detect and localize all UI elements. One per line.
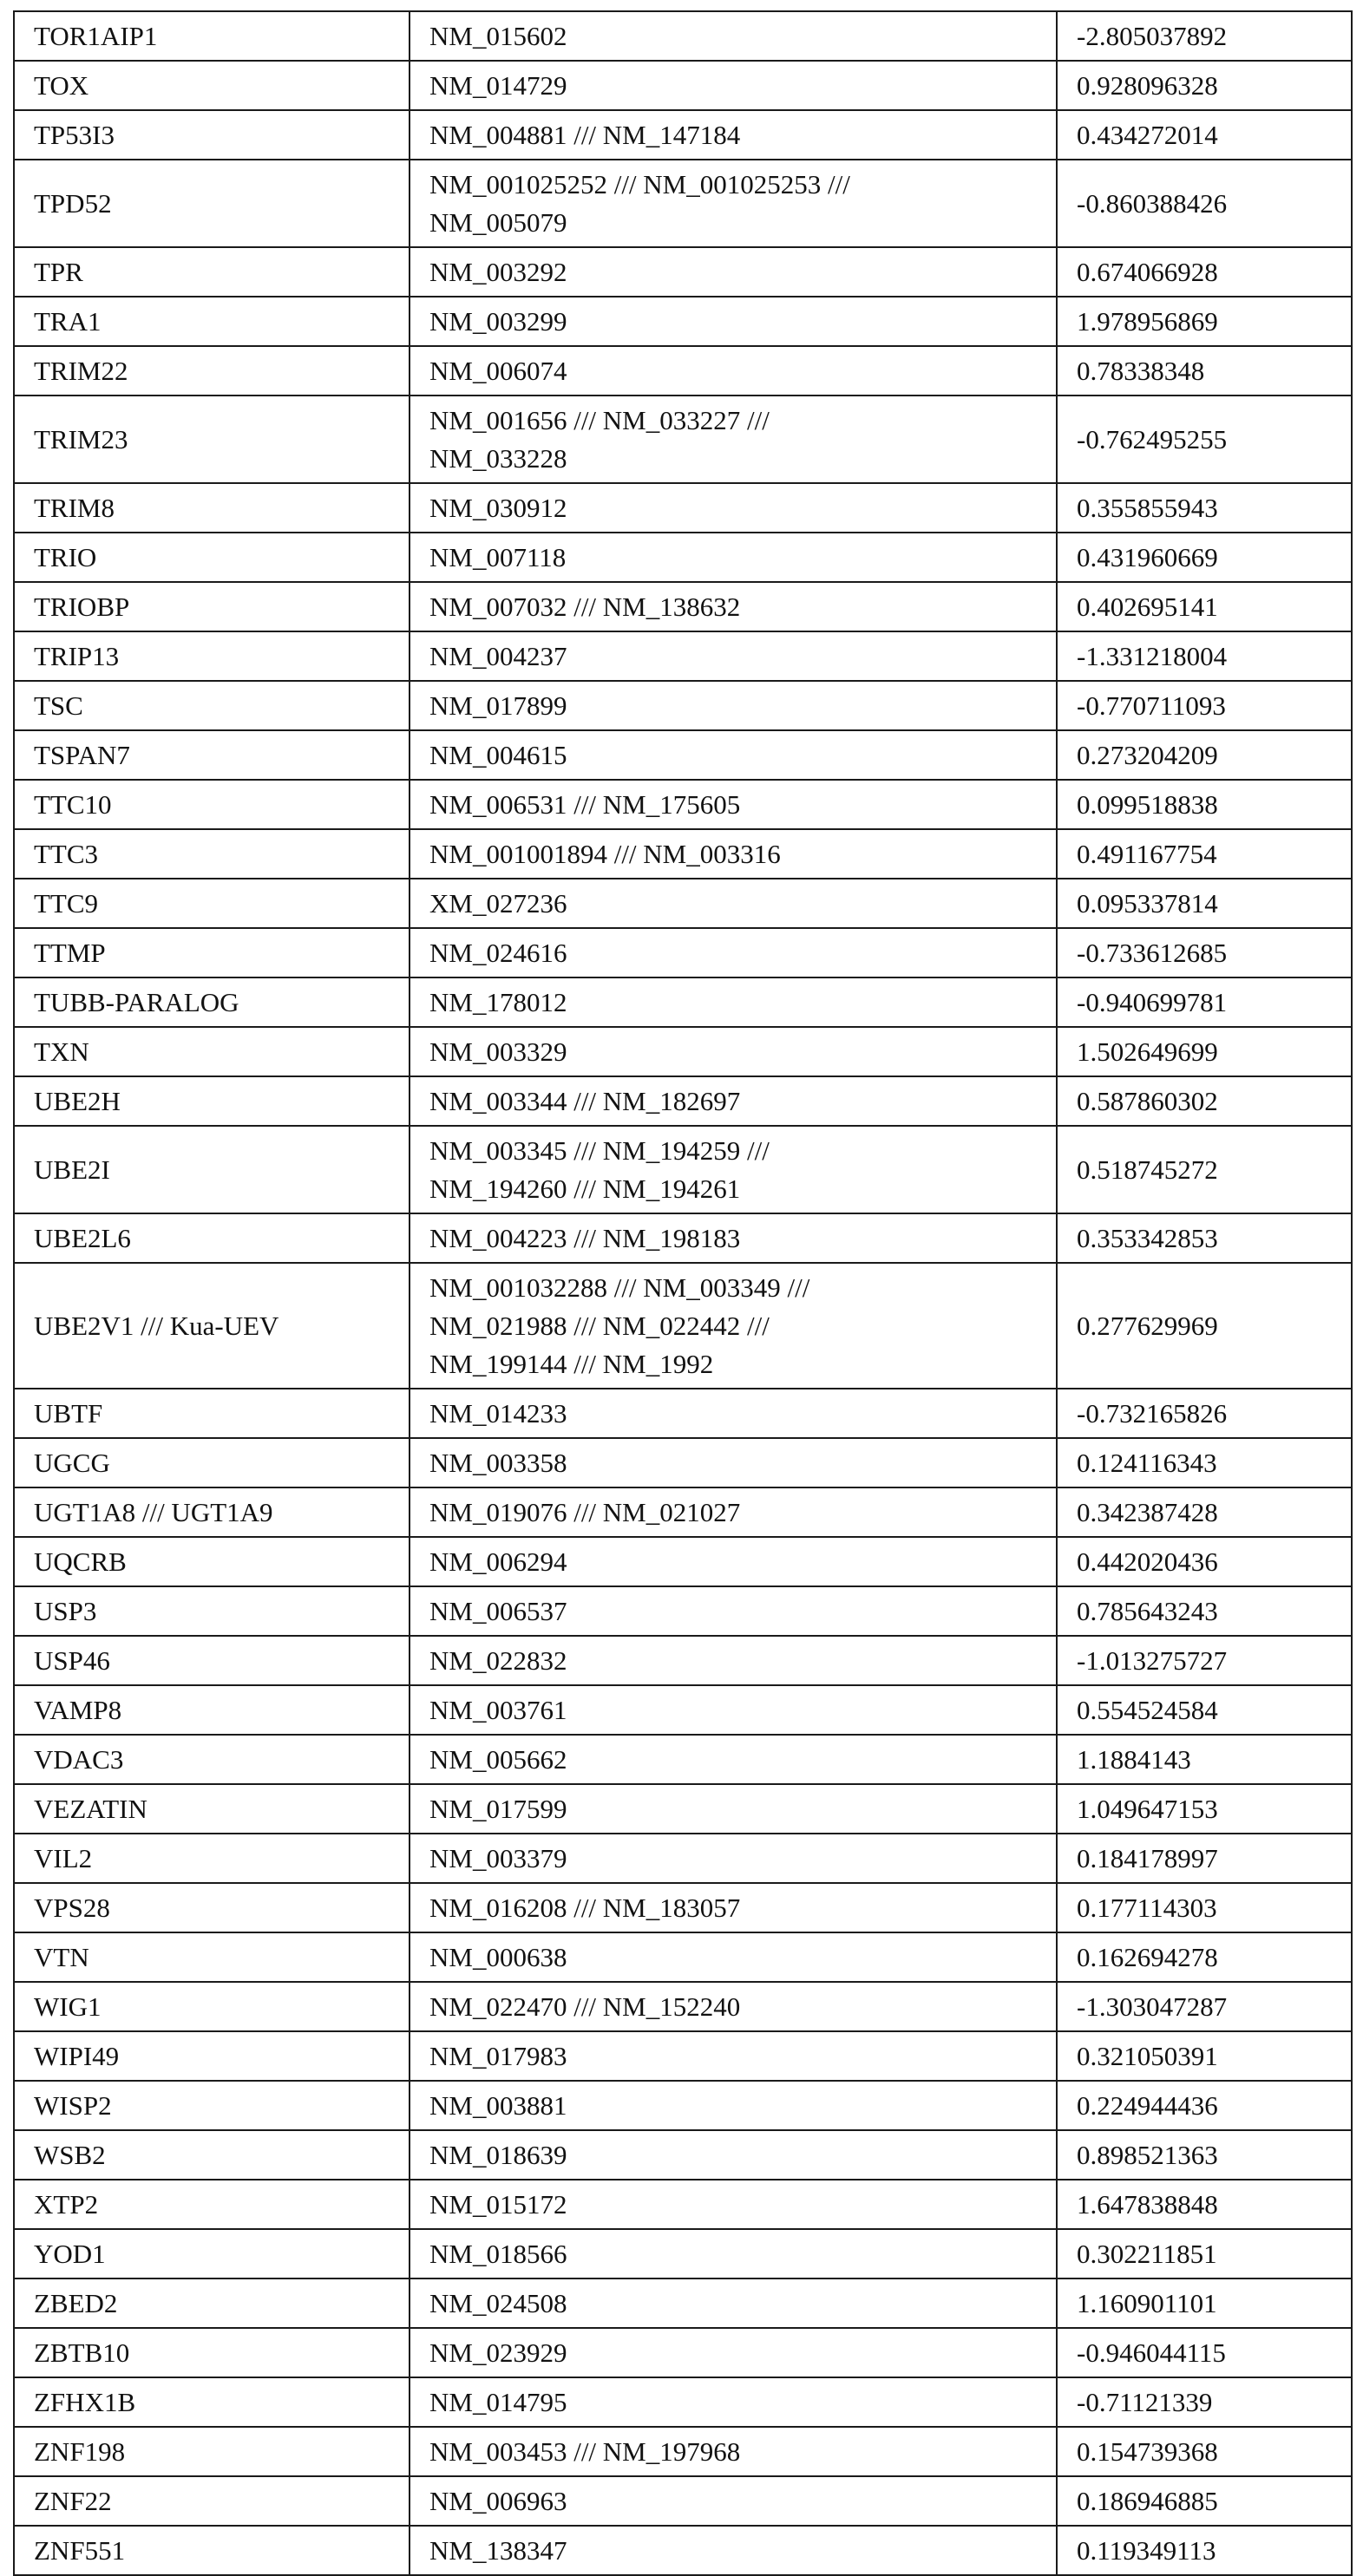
table-row: [14, 2229, 1352, 2279]
gene-symbol-cell: UBE2H: [14, 1076, 410, 1126]
accession-line: NM_014795: [429, 2383, 1056, 2422]
accession-cell: [410, 160, 1057, 247]
gene-symbol-cell: TOR1AIP1: [14, 11, 410, 61]
gene-symbol-cell: VDAC3: [14, 1735, 410, 1784]
table-row: [14, 1389, 1352, 1438]
accession-cell: [410, 2031, 1057, 2081]
value-cell: 1.502649699: [1057, 1027, 1352, 1076]
gene-symbol-cell: TOX: [14, 61, 410, 110]
gene-symbol-cell: TRIO: [14, 533, 410, 582]
value-cell: 0.355855943: [1057, 483, 1352, 533]
accession-cell: [410, 681, 1057, 730]
gene-symbol-cell: ZNF198: [14, 2427, 410, 2476]
table-row: [14, 11, 1352, 61]
accession-cell: [410, 977, 1057, 1027]
accession-line: NM_003358: [429, 1444, 1056, 1482]
accession-cell: [410, 780, 1057, 829]
table-row: [14, 533, 1352, 582]
value-cell: 0.434272014: [1057, 110, 1352, 160]
gene-symbol-cell: VAMP8: [14, 1685, 410, 1735]
value-cell: 1.049647153: [1057, 1784, 1352, 1834]
accession-cell: [410, 879, 1057, 928]
gene-symbol-cell: ZNF22: [14, 2476, 410, 2526]
value-cell: 0.184178997: [1057, 1834, 1352, 1883]
table-row: [14, 1586, 1352, 1636]
accession-cell: [410, 2279, 1057, 2328]
accession-cell: [410, 1487, 1057, 1537]
table-row: [14, 483, 1352, 533]
accession-cell: [410, 928, 1057, 977]
gene-symbol-cell: TSC: [14, 681, 410, 730]
accession-cell: [410, 1389, 1057, 1438]
gene-expression-table: [13, 10, 1353, 2576]
accession-cell: [410, 2427, 1057, 2476]
gene-symbol-cell: XTP2: [14, 2180, 410, 2229]
accession-cell: [410, 1784, 1057, 1834]
gene-table-page: [13, 10, 1351, 2576]
table-row: [14, 1834, 1352, 1883]
accession-cell: [410, 2377, 1057, 2427]
accession-line: NM_004881 /// NM_147184: [429, 116, 1056, 154]
table-row: [14, 879, 1352, 928]
accession-line: NM_001025252 /// NM_001025253 ///: [429, 166, 1056, 204]
value-cell: 0.302211851: [1057, 2229, 1352, 2279]
gene-symbol-cell: TTC9: [14, 879, 410, 928]
value-cell: -0.940699781: [1057, 977, 1352, 1027]
accession-line: NM_023929: [429, 2334, 1056, 2372]
accession-cell: [410, 396, 1057, 483]
accession-line: NM_001656 /// NM_033227 ///: [429, 402, 1056, 440]
table-row: [14, 2526, 1352, 2575]
value-cell: 0.587860302: [1057, 1076, 1352, 1126]
accession-cell: [410, 1126, 1057, 1213]
accession-line: NM_033228: [429, 440, 1056, 478]
accession-cell: [410, 1076, 1057, 1126]
accession-cell: [410, 247, 1057, 297]
table-row: [14, 160, 1352, 247]
accession-line: NM_017899: [429, 687, 1056, 725]
accession-line: NM_003344 /// NM_182697: [429, 1082, 1056, 1121]
gene-symbol-cell: TTMP: [14, 928, 410, 977]
value-cell: -0.762495255: [1057, 396, 1352, 483]
gene-symbol-cell: WSB2: [14, 2130, 410, 2180]
accession-line: NM_003299: [429, 303, 1056, 341]
accession-cell: [410, 2526, 1057, 2575]
accession-line: NM_007032 /// NM_138632: [429, 588, 1056, 626]
value-cell: 0.353342853: [1057, 1213, 1352, 1263]
accession-cell: [410, 1932, 1057, 1982]
accession-cell: [410, 483, 1057, 533]
gene-symbol-cell: WIPI49: [14, 2031, 410, 2081]
value-cell: 0.898521363: [1057, 2130, 1352, 2180]
accession-line: NM_017599: [429, 1790, 1056, 1828]
accession-cell: [410, 2081, 1057, 2130]
accession-line: NM_018639: [429, 2136, 1056, 2174]
gene-symbol-cell: TRIM8: [14, 483, 410, 533]
gene-symbol-cell: VTN: [14, 1932, 410, 1982]
table-row: [14, 2377, 1352, 2427]
gene-symbol-cell: ZBED2: [14, 2279, 410, 2328]
table-row: [14, 2180, 1352, 2229]
gene-symbol-cell: UBTF: [14, 1389, 410, 1438]
table-row: [14, 346, 1352, 396]
gene-symbol-cell: UGCG: [14, 1438, 410, 1487]
gene-symbol-cell: UQCRB: [14, 1537, 410, 1586]
value-cell: 0.442020436: [1057, 1537, 1352, 1586]
accession-line: NM_003292: [429, 253, 1056, 291]
accession-line: NM_024616: [429, 934, 1056, 972]
table-row: [14, 1735, 1352, 1784]
gene-symbol-cell: TSPAN7: [14, 730, 410, 780]
gene-symbol-cell: TPR: [14, 247, 410, 297]
gene-symbol-cell: TRIOBP: [14, 582, 410, 631]
table-row: [14, 1487, 1352, 1537]
table-body: [14, 11, 1352, 2575]
value-cell: 0.124116343: [1057, 1438, 1352, 1487]
gene-symbol-cell: TRIM22: [14, 346, 410, 396]
value-cell: 0.099518838: [1057, 780, 1352, 829]
gene-symbol-cell: USP3: [14, 1586, 410, 1636]
accession-line: NM_006537: [429, 1592, 1056, 1631]
accession-line: NM_003761: [429, 1691, 1056, 1729]
accession-cell: [410, 631, 1057, 681]
value-cell: 0.491167754: [1057, 829, 1352, 879]
gene-symbol-cell: TRIP13: [14, 631, 410, 681]
value-cell: 0.342387428: [1057, 1487, 1352, 1537]
accession-line: NM_015602: [429, 17, 1056, 56]
table-row: [14, 1982, 1352, 2031]
gene-symbol-cell: WISP2: [14, 2081, 410, 2130]
value-cell: -1.331218004: [1057, 631, 1352, 681]
table-row: [14, 1537, 1352, 1586]
table-row: [14, 2130, 1352, 2180]
table-row: [14, 297, 1352, 346]
accession-line: NM_003453 /// NM_197968: [429, 2433, 1056, 2471]
value-cell: 1.1884143: [1057, 1735, 1352, 1784]
accession-cell: [410, 297, 1057, 346]
gene-symbol-cell: ZFHX1B: [14, 2377, 410, 2427]
table-row: [14, 1883, 1352, 1932]
value-cell: 0.321050391: [1057, 2031, 1352, 2081]
gene-symbol-cell: TXN: [14, 1027, 410, 1076]
value-cell: -0.733612685: [1057, 928, 1352, 977]
value-cell: 0.162694278: [1057, 1932, 1352, 1982]
table-row: [14, 829, 1352, 879]
table-row: [14, 681, 1352, 730]
value-cell: 0.78338348: [1057, 346, 1352, 396]
gene-symbol-cell: USP46: [14, 1636, 410, 1685]
accession-line: NM_003345 /// NM_194259 ///: [429, 1132, 1056, 1170]
accession-line: NM_005662: [429, 1741, 1056, 1779]
accession-line: NM_014729: [429, 67, 1056, 105]
value-cell: 0.119349113: [1057, 2526, 1352, 2575]
value-cell: -0.860388426: [1057, 160, 1352, 247]
accession-cell: [410, 61, 1057, 110]
accession-line: NM_022470 /// NM_152240: [429, 1988, 1056, 2026]
table-row: [14, 247, 1352, 297]
accession-cell: [410, 1263, 1057, 1389]
gene-symbol-cell: TRA1: [14, 297, 410, 346]
accession-line: NM_018566: [429, 2235, 1056, 2273]
table-row: [14, 1213, 1352, 1263]
accession-line: NM_017983: [429, 2037, 1056, 2076]
accession-cell: [410, 1883, 1057, 1932]
accession-line: NM_006963: [429, 2482, 1056, 2520]
accession-line: NM_030912: [429, 489, 1056, 527]
table-row: [14, 2476, 1352, 2526]
accession-cell: [410, 1834, 1057, 1883]
table-row: [14, 1438, 1352, 1487]
accession-cell: [410, 2229, 1057, 2279]
accession-cell: [410, 1213, 1057, 1263]
gene-symbol-cell: ZBTB10: [14, 2328, 410, 2377]
table-row: [14, 780, 1352, 829]
accession-line: NM_003329: [429, 1033, 1056, 1071]
table-row: [14, 1636, 1352, 1685]
value-cell: -2.805037892: [1057, 11, 1352, 61]
value-cell: 1.647838848: [1057, 2180, 1352, 2229]
value-cell: 0.095337814: [1057, 879, 1352, 928]
gene-symbol-cell: VIL2: [14, 1834, 410, 1883]
value-cell: -0.946044115: [1057, 2328, 1352, 2377]
value-cell: 0.277629969: [1057, 1263, 1352, 1389]
accession-cell: [410, 533, 1057, 582]
table-row: [14, 1784, 1352, 1834]
accession-cell: [410, 2476, 1057, 2526]
accession-line: NM_138347: [429, 2532, 1056, 2570]
table-row: [14, 61, 1352, 110]
accession-line: NM_007118: [429, 539, 1056, 577]
accession-line: NM_021988 /// NM_022442 ///: [429, 1307, 1056, 1345]
accession-line: NM_001032288 /// NM_003349 ///: [429, 1269, 1056, 1307]
value-cell: 0.431960669: [1057, 533, 1352, 582]
accession-cell: [410, 1438, 1057, 1487]
accession-line: NM_005079: [429, 204, 1056, 242]
accession-line: NM_194260 /// NM_194261: [429, 1170, 1056, 1208]
accession-cell: [410, 110, 1057, 160]
table-row: [14, 977, 1352, 1027]
accession-line: NM_199144 /// NM_1992: [429, 1345, 1056, 1383]
gene-symbol-cell: TTC3: [14, 829, 410, 879]
value-cell: -1.303047287: [1057, 1982, 1352, 2031]
gene-symbol-cell: TRIM23: [14, 396, 410, 483]
accession-cell: [410, 1537, 1057, 1586]
accession-line: XM_027236: [429, 885, 1056, 923]
accession-cell: [410, 11, 1057, 61]
table-row: [14, 1027, 1352, 1076]
accession-line: NM_006074: [429, 352, 1056, 390]
gene-symbol-cell: ZNF551: [14, 2526, 410, 2575]
gene-symbol-cell: YOD1: [14, 2229, 410, 2279]
accession-line: NM_003881: [429, 2087, 1056, 2125]
value-cell: 0.273204209: [1057, 730, 1352, 780]
gene-symbol-cell: VPS28: [14, 1883, 410, 1932]
value-cell: 1.160901101: [1057, 2279, 1352, 2328]
accession-line: NM_006294: [429, 1543, 1056, 1581]
value-cell: 0.518745272: [1057, 1126, 1352, 1213]
accession-cell: [410, 1735, 1057, 1784]
value-cell: 0.186946885: [1057, 2476, 1352, 2526]
table-row: [14, 110, 1352, 160]
accession-line: NM_178012: [429, 984, 1056, 1022]
table-row: [14, 2328, 1352, 2377]
gene-symbol-cell: TP53I3: [14, 110, 410, 160]
accession-cell: [410, 582, 1057, 631]
gene-symbol-cell: TPD52: [14, 160, 410, 247]
accession-cell: [410, 1982, 1057, 2031]
accession-line: NM_016208 /// NM_183057: [429, 1889, 1056, 1927]
value-cell: 0.674066928: [1057, 247, 1352, 297]
gene-symbol-cell: TTC10: [14, 780, 410, 829]
gene-symbol-cell: UBE2I: [14, 1126, 410, 1213]
accession-line: NM_015172: [429, 2186, 1056, 2224]
value-cell: 0.928096328: [1057, 61, 1352, 110]
gene-symbol-cell: UGT1A8 /// UGT1A9: [14, 1487, 410, 1537]
value-cell: 1.978956869: [1057, 297, 1352, 346]
accession-line: NM_024508: [429, 2285, 1056, 2323]
gene-symbol-cell: TUBB-PARALOG: [14, 977, 410, 1027]
accession-line: NM_019076 /// NM_021027: [429, 1494, 1056, 1532]
accession-line: NM_004615: [429, 736, 1056, 775]
table-row: [14, 1932, 1352, 1982]
gene-symbol-cell: WIG1: [14, 1982, 410, 2031]
accession-cell: [410, 829, 1057, 879]
table-row: [14, 2279, 1352, 2328]
accession-line: NM_004237: [429, 637, 1056, 676]
gene-symbol-cell: UBE2V1 /// Kua-UEV: [14, 1263, 410, 1389]
table-row: [14, 2427, 1352, 2476]
value-cell: 0.224944436: [1057, 2081, 1352, 2130]
accession-line: NM_014233: [429, 1395, 1056, 1433]
accession-cell: [410, 2328, 1057, 2377]
accession-line: NM_006531 /// NM_175605: [429, 786, 1056, 824]
gene-symbol-cell: VEZATIN: [14, 1784, 410, 1834]
accession-line: NM_003379: [429, 1840, 1056, 1878]
accession-line: NM_001001894 /// NM_003316: [429, 835, 1056, 873]
table-row: [14, 1126, 1352, 1213]
table-row: [14, 928, 1352, 977]
accession-cell: [410, 2130, 1057, 2180]
table-row: [14, 1263, 1352, 1389]
accession-cell: [410, 730, 1057, 780]
accession-line: NM_004223 /// NM_198183: [429, 1219, 1056, 1258]
table-row: [14, 582, 1352, 631]
accession-cell: [410, 1586, 1057, 1636]
table-row: [14, 2031, 1352, 2081]
accession-cell: [410, 346, 1057, 396]
table-row: [14, 631, 1352, 681]
value-cell: -0.732165826: [1057, 1389, 1352, 1438]
value-cell: 0.785643243: [1057, 1586, 1352, 1636]
value-cell: 0.554524584: [1057, 1685, 1352, 1735]
table-row: [14, 2081, 1352, 2130]
value-cell: -0.71121339: [1057, 2377, 1352, 2427]
value-cell: 0.402695141: [1057, 582, 1352, 631]
value-cell: 0.177114303: [1057, 1883, 1352, 1932]
accession-line: NM_000638: [429, 1939, 1056, 1977]
table-row: [14, 1685, 1352, 1735]
table-row: [14, 730, 1352, 780]
table-row: [14, 1076, 1352, 1126]
table-row: [14, 396, 1352, 483]
accession-cell: [410, 1027, 1057, 1076]
accession-line: NM_022832: [429, 1642, 1056, 1680]
accession-cell: [410, 2180, 1057, 2229]
gene-symbol-cell: UBE2L6: [14, 1213, 410, 1263]
accession-cell: [410, 1685, 1057, 1735]
value-cell: 0.154739368: [1057, 2427, 1352, 2476]
accession-cell: [410, 1636, 1057, 1685]
value-cell: -0.770711093: [1057, 681, 1352, 730]
value-cell: -1.013275727: [1057, 1636, 1352, 1685]
